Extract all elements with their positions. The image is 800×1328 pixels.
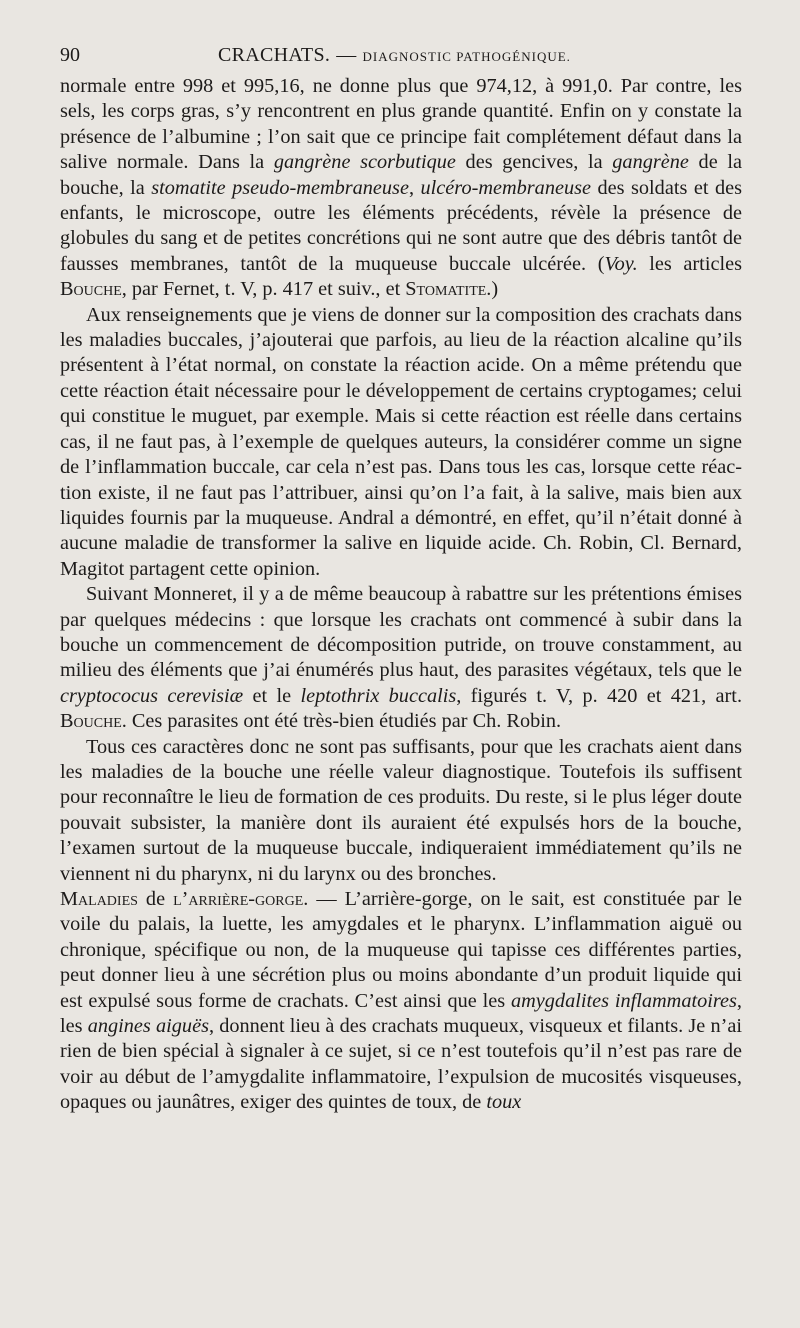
text-run: normale entre 998 et 995,16, ne donne plus que 974,12, à 991,0. Par contre, les sels, les corps gras, s’y rencontrent en plus grande quantité. Enfin on y constate la présence de l’albumine ; l’on sait que ce principe fait complétement défaut dans la salive normale. Dans la	[60, 75, 742, 174]
body-text	[60, 74, 742, 1116]
paragraph	[60, 887, 742, 1116]
paragraph	[60, 74, 742, 303]
running-title-main: CRACHATS.	[218, 44, 331, 66]
text-run: , figurés t. V, p. 420 et 421, art.	[456, 684, 743, 707]
page-number: 90	[60, 44, 80, 66]
italic-text: stomatite pseudo-membraneuse	[151, 176, 409, 199]
text-run: , les	[60, 989, 742, 1038]
small-caps-text: Stomatite	[405, 278, 487, 301]
running-subtitle: DIAGNOSTIC PATHOGÉNIQUE.	[362, 49, 571, 64]
paragraph	[60, 303, 742, 582]
text-run: Suivant Monneret, il y a de même beaucoup à rabattre sur les prétentions émises par quelques médecins : que lorsque les crachats ont commencé à subir dans la bouche un commencement de décomposition putride, on trouve constamment, au milieu des éléments que j’ai énumérés plus haut, des parasites végétaux, tels que le	[60, 583, 742, 682]
paragraph	[60, 735, 742, 887]
text-run: de la bouche, la	[60, 151, 743, 199]
italic-text: toux	[486, 1091, 522, 1114]
text-run: les articles	[637, 252, 742, 275]
small-caps-text: Bouche	[60, 278, 122, 301]
small-caps-text: l’arrière-gorge	[173, 888, 304, 910]
text-run: Tous ces caractères donc ne sont pas suffisants, pour que les crachats aient dans les maladies de la bouche une réelle valeur diagnostique. Toutefois ils suffisent pour reconnaître le lieu de formation de ces produits. Du reste, si le plus léger doute pouvait subsister, la manière dont ils auraient été expulsés hors de la bouche, l’examen surtout de la muqueuse buccale, indiqueraient immédiatement qu’ils ne viennent ni du pharynx, ni du larynx ou des bronches.	[60, 735, 742, 885]
italic-text: amygdalites inflammatoires	[511, 989, 737, 1012]
italic-text: gangrène scorbutique	[273, 151, 456, 174]
small-caps-text: Maladies	[60, 888, 138, 910]
text-run: des soldats et des enfants, le microscope, outre les éléments précédents, révèle la présence de globules du sang et de petites concrétions qui ne sont autre que des débris tantôt de fausses membranes, tantôt de la muqueuse buccale ulcérée. (	[60, 176, 742, 275]
title-dash: —	[336, 44, 357, 66]
italic-text: cryptococus cerevisiæ	[60, 684, 244, 707]
text-run: des gencives, la	[455, 151, 613, 174]
italic-text: leptothrix buccalis	[300, 684, 457, 707]
italic-text: gangrène	[612, 151, 689, 174]
paragraph	[60, 582, 742, 734]
italic-text: Voy.	[604, 252, 638, 275]
text-run: , donnent lieu à des crachats muqueux, visqueux et filants. Je n’ai rien de bien spécial à signaler à ce sujet, si ce n’est toutefois qu’il n’est pas rare de voir au début de l’amygdalite inflammatoire, l’expulsion de mucosités visqueuses, opaques ou jaunâtres, exiger des quintes de toux, de	[60, 1015, 743, 1114]
italic-text: ulcéro-membraneuse	[420, 176, 591, 199]
running-title	[218, 40, 571, 72]
small-caps-text: Bouche	[60, 710, 122, 733]
running-header	[60, 40, 742, 70]
text-run: . Ces parasites ont été très-bien étudiés par Ch. Robin.	[121, 710, 562, 733]
italic-text: angines aiguës	[87, 1015, 209, 1038]
text-run: .)	[486, 278, 499, 301]
text-run: de	[137, 888, 174, 910]
text-run: Aux renseignements que je viens de donner sur la composition des crachats dans les maladies buccales, j’ajouterai que parfois, au lieu de la réaction alcaline qu’ils présentent à l’état normal, on constate la réaction acide. On a même prétendu que cette réaction était nécessaire pour le développement de certains cryptogames; celui qui constitue le muguet, par exemple. Mais si cette réaction est réelle dans certains cas, il ne faut pas, à l’exemple de quelques auteurs, la considérer comme un signe de l’inflammation buccale, car cela n’est pas. Dans tous les cas, lorsque cette réaction existe, il ne faut pas l’attribuer, ainsi qu’on l’a fait, à la salive, mais bien aux liquides fournis par la muqueuse. Andral a démontré, en effet, qu’il n’était donné à aucune maladie de transformer la salive en liquide acide. Ch. Robin, Cl. Bernard, Magitot partagent cette opinion.	[60, 303, 742, 580]
text-run: . — L’arrière-gorge, on le sait, est constituée par le voile du palais, la luette, les amygdales et le pharynx. L’inflammation aiguë ou chronique, spécifique ou non, de la muqueuse qui tapisse ces différentes parties, peut donner lieu à une sécrétion plus ou moins abondante d’un produit liquide qui est expulsé sous forme de crachats. C’est ainsi que les	[60, 888, 742, 1012]
text-run: et le	[243, 684, 301, 707]
text-run: ,	[408, 176, 421, 199]
text-run: , par Fernet, t. V, p. 417 et suiv., et	[121, 278, 406, 301]
